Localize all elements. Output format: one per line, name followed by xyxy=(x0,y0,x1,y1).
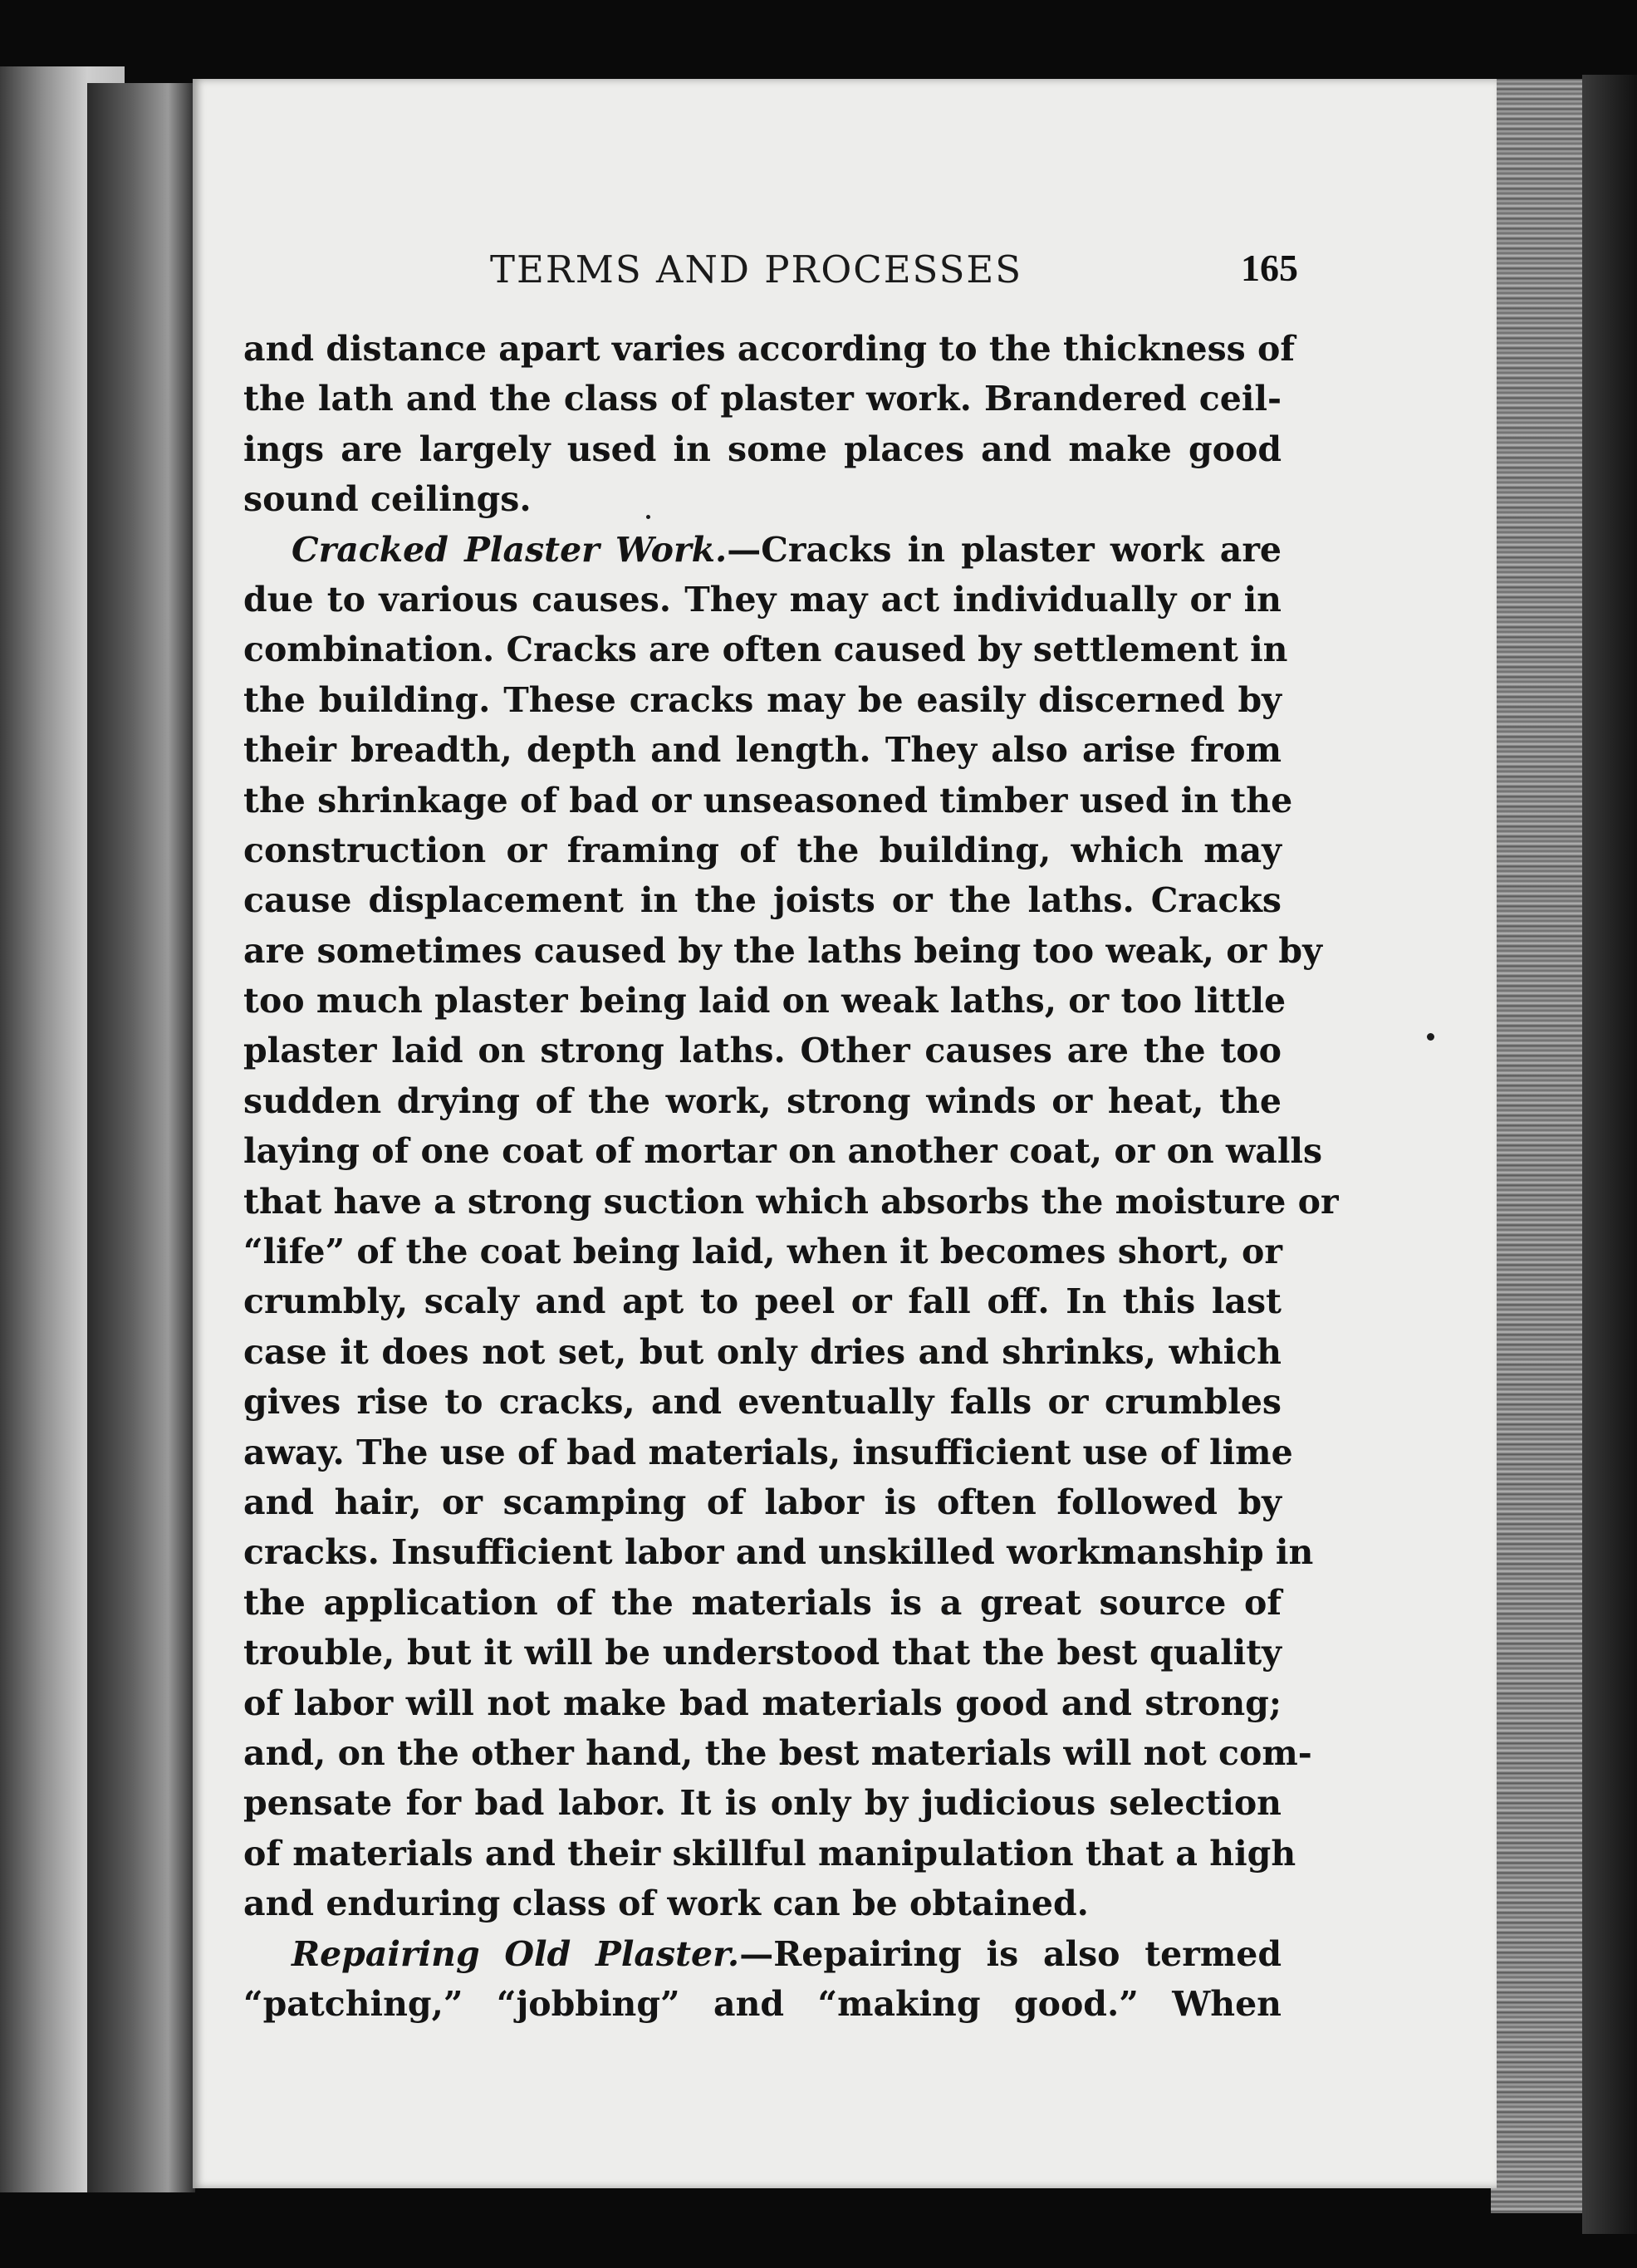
text-line xyxy=(243,926,1322,976)
line-text: their breadth, depth and length. They also arise from xyxy=(243,730,1282,771)
page-number: 165 xyxy=(1241,247,1298,289)
text-line xyxy=(243,1276,1282,1326)
text-line xyxy=(243,1628,1282,1678)
line-text: combination. Cracks are often caused by settlement in xyxy=(243,629,1288,670)
text-line xyxy=(243,976,1287,1026)
line-text: case it does not set, but only dries and shrinks, which xyxy=(243,1331,1282,1372)
line-text: the lath and the class of plaster work. Brandered ceil- xyxy=(243,379,1282,419)
line-text: gives rise to cracks, and eventually falls or crumbles xyxy=(243,1382,1282,1423)
line-text: the application of the materials is a great source of xyxy=(243,1582,1282,1623)
line-text: trouble, but it will be understood that the best quality xyxy=(243,1633,1282,1673)
text-line xyxy=(243,1126,1323,1176)
text-line xyxy=(243,1177,1339,1227)
line-text: cracks. Insufficient labor and unskilled workmanship in xyxy=(243,1532,1314,1573)
text-line xyxy=(243,875,1282,925)
text-line xyxy=(243,1578,1282,1628)
body-text xyxy=(243,324,1339,2029)
text-line xyxy=(243,1778,1282,1828)
text-line xyxy=(243,625,1288,674)
book-cover-edge xyxy=(1582,75,1637,2234)
line-text: of labor will not make bad materials good and strong; xyxy=(243,1683,1282,1723)
line-text: and enduring class of work can be obtained. xyxy=(243,1883,1089,1924)
line-text: the shrinkage of bad or unseasoned timber used in the xyxy=(243,780,1293,820)
line-text: cause displacement in the joists or the laths. Cracks xyxy=(243,880,1282,921)
line-text: sudden drying of the work, strong winds or heat, the xyxy=(243,1080,1282,1121)
text-line xyxy=(243,1678,1282,1728)
line-text: “life” of the coat being laid, when it becomes short, or xyxy=(243,1232,1283,1272)
book-gutter xyxy=(87,83,195,2192)
line-text: and distance apart varies according to the thickness of xyxy=(243,329,1296,369)
line-text: construction or framing of the building, which may xyxy=(243,830,1282,870)
text-line xyxy=(243,675,1282,725)
text-line xyxy=(243,1377,1282,1427)
text-line xyxy=(243,1728,1312,1778)
section-heading: Repairing Old Plaster. xyxy=(292,1933,740,1974)
line-text: that have a strong suction which absorbs the moisture or xyxy=(243,1181,1339,1222)
line-text: laying of one coat of mortar on another coat, or on walls xyxy=(243,1131,1323,1172)
text-line xyxy=(243,1829,1296,1879)
line-text: —Repairing is also termed xyxy=(739,1933,1282,1974)
line-text: ings are largely used in some places and make good xyxy=(243,429,1282,469)
text-line xyxy=(243,1929,1282,1979)
text-line xyxy=(243,575,1282,625)
text-line xyxy=(243,1527,1314,1577)
text-line xyxy=(243,474,1282,524)
text-line xyxy=(243,1327,1282,1377)
text-line xyxy=(243,825,1282,875)
text-line xyxy=(243,776,1293,825)
line-text: crumbly, scaly and apt to peel or fall off. In this last xyxy=(243,1281,1282,1322)
line-text: and hair, or scamping of labor is often followed by xyxy=(243,1482,1282,1522)
line-text: plaster laid on strong laths. Other causes are the too xyxy=(243,1031,1282,1071)
line-text: and, on the other hand, the best materials will not com- xyxy=(243,1732,1312,1773)
text-line xyxy=(243,725,1282,775)
text-line xyxy=(243,1026,1282,1075)
section-heading: Cracked Plaster Work. xyxy=(292,529,728,570)
line-text: “patching,” “jobbing” and “making good.” When xyxy=(243,1983,1282,2024)
text-line xyxy=(243,525,1282,575)
dust-speck xyxy=(646,515,650,519)
text-line xyxy=(243,1076,1282,1126)
line-text: away. The use of bad materials, insufficient use of lime xyxy=(243,1432,1293,1472)
line-text: due to various causes. They may act individually or in xyxy=(243,579,1282,620)
line-text: sound ceilings. xyxy=(243,479,532,520)
line-text: too much plaster being laid on weak laths, or too little xyxy=(243,981,1287,1021)
text-line xyxy=(243,1477,1282,1527)
text-line xyxy=(243,374,1282,424)
text-line xyxy=(243,1979,1282,2029)
text-line xyxy=(243,1227,1282,1276)
text-line xyxy=(243,424,1282,474)
text-line xyxy=(243,1428,1293,1477)
line-text: the building. These cracks may be easily discerned by xyxy=(243,679,1282,720)
line-text: of materials and their skillful manipulation that a high xyxy=(243,1833,1296,1874)
text-line xyxy=(243,1879,1282,1928)
dust-speck xyxy=(1427,1033,1434,1041)
text-line xyxy=(243,324,1296,374)
running-head: TERMS AND PROCESSES xyxy=(490,247,1023,291)
line-text: are sometimes caused by the laths being too weak, or by xyxy=(243,930,1322,971)
line-text: pensate for bad labor. It is only by judicious selection xyxy=(243,1783,1282,1824)
line-text: —Cracks in plaster work are xyxy=(727,529,1282,570)
